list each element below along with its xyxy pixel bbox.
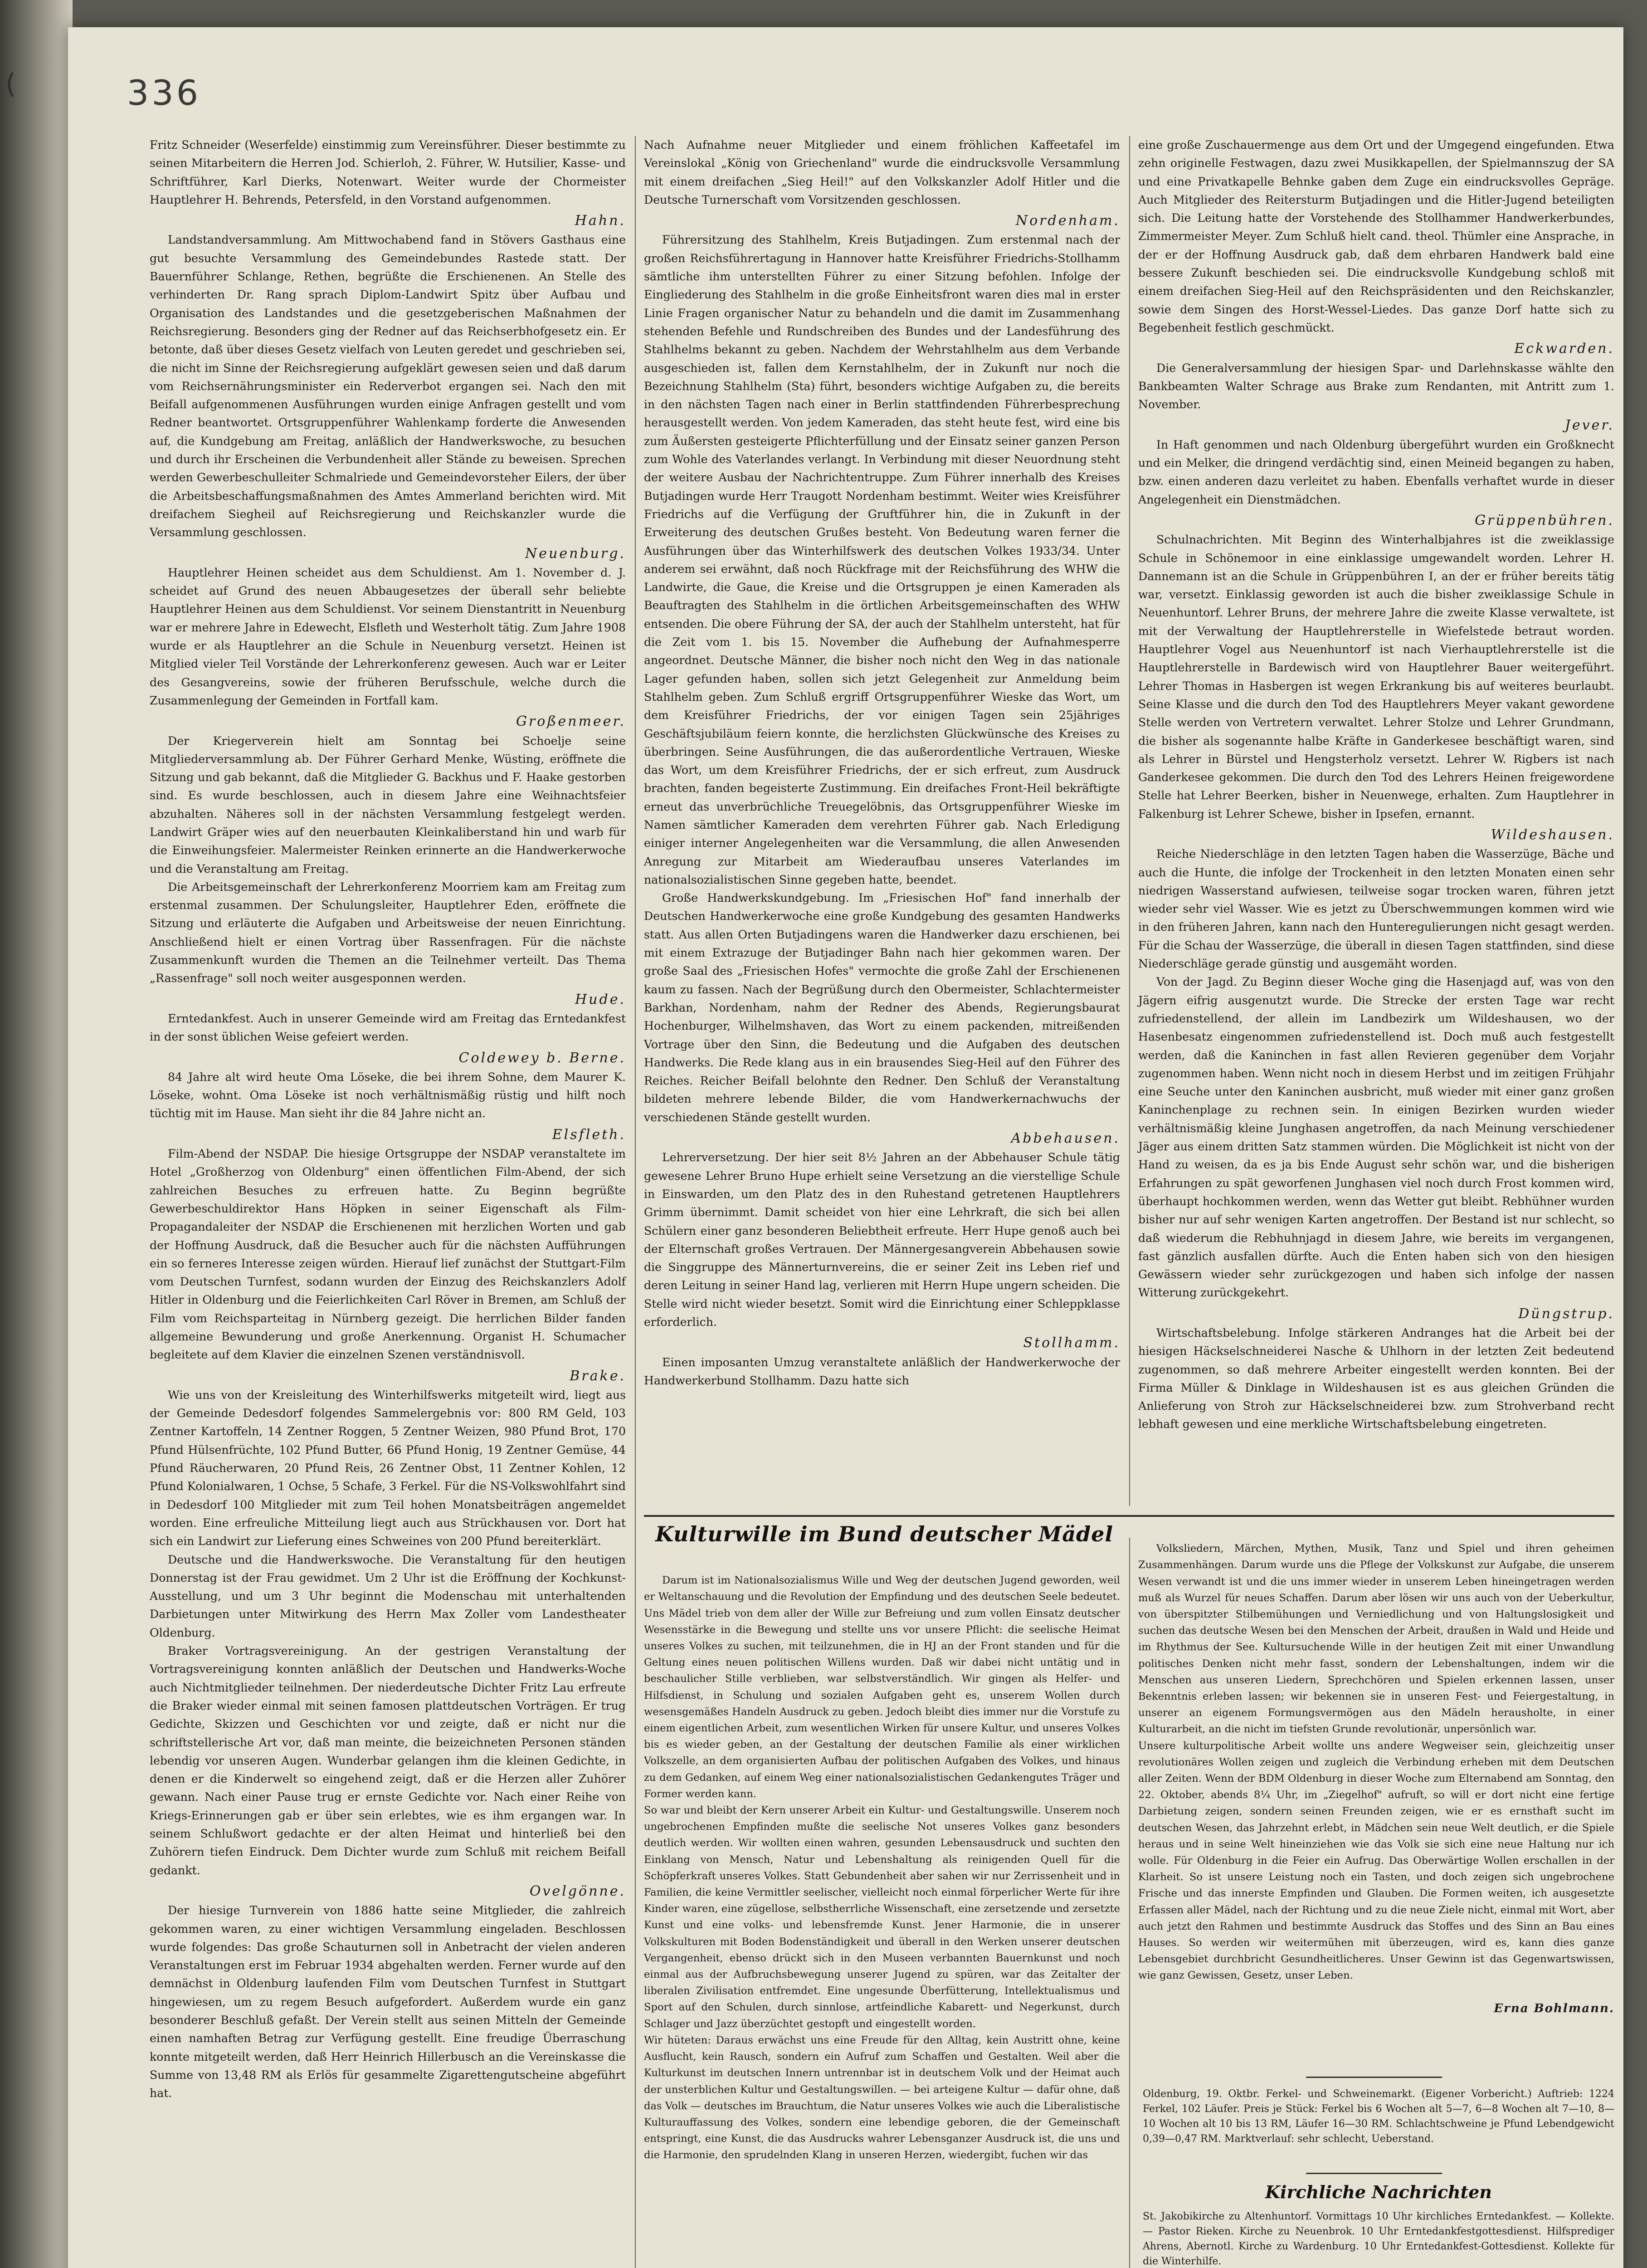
article-jagd: Von der Jagd. Zu Beginn dieser Woche ging die Hasenjagd auf, was von den Jägern eifrig ausgenutzt wurde. Die Strecke der ersten Tage war recht zufriedenstellend, der allein im Landbezirk um Wildeshausen, wo der Hasenbesatz eingenommen zufriedenstellend ist. Doch muß auch festgestellt werden, daß die Kaninchen in fast allen Revieren gegenüber dem Vorjahr zugenommen haben. Wenn nicht noch in diesem Herbst und im zeitigen Frühjahr eine Seuche unter den Kaninchen ausbricht, muß wieder mit einer ganz großen Kaninchenplage zu rechnen sein. In einigen Bezirken wurden wieder verhältnismäßig kleine Junghasen angetroffen, da nach Meinung verschiedener Jäger aus einem dritten Satz stammen würden. Die Möglichkeit ist nicht von der Hand zu weisen, da es ja bis Ende August sehr schön war, und die bisherigen Erfahrungen zu spät geworfenen Junghasen viel noch durch Frost kommen wird, überhaupt hochkommen werden, wenn das Wetter gut bleibt. Rebhühner wurden bisher nur auf sehr wenigen Karten angetroffen. Der Bestand ist nur schlecht, so daß wiederum die Rebhuhnjagd in diesem Jahre, wie bereits im vergangenen, fast gänzlich ausfallen dürfte. Auch die Enten haben sich von den hiesigen Gewässern wieder sehr zurückgezogen und haben sich infolge der nassen Witterung zurückgekehrt. bbox=[1138, 975, 1614, 1300]
kirchliche-headline: Kirchliche Nachrichten bbox=[1265, 2182, 1492, 2202]
article-brake-vortrag: Braker Vortragsvereinigung. An der gestrigen Veranstaltung der Vortragsvereinigung konnten anläßlich der Deutschen und Handwerks-Woche auch Nichtmitglieder teilnehmen. Der niederdeutsche Dichter Fritz Lau erfreute die Braker wieder einmal mit seinen famosen plattdeutschen Vorträgen. Er trug Gedichte, Skizzen und Geschichten vor und zeigte, daß er nicht nur die schriftstellerische Art vor, daß man meinte, die beizeichneten Personen ständen lebendig vor unseren Augen. Wunderbar gelangen ihm die kleinen Gedichte, in denen er die Kinderwelt so eingehend zeigt, daß er die Herzen aller Zuhörer gewann. Nach einer Pause trug er ernste Gedichte vor. Nach einer Reihe von Kriegs-Erinnerungen gab er über sein erlebtes, wie es ihm ergangen war. In seinem Schlußwort gedachte er der alten Heimat und hinterließ bei den Zuhörern tiefen Eindruck. Dem Dichter wurde zum Schluß mit reichem Beifall gedankt. bbox=[150, 1644, 626, 1877]
kultur-text-left: Darum ist im Nationalsozialismus Wille und Weg der deutschen Jugend geworden, weil er Weltanschauung und die Revolution der Empfindung und des deutschen Seele bedeutet. Uns Mädel trieb von dem aller der Wille zur Befreiung und zum vollen Einsatz deutscher Wesensstärke in die Bewegung und stellte uns vor unsere Pflicht: die seelische Heimat unseres Volkes zu suchen, mit teilzunehmen, die in HJ an der Front standen und für die Geltung eines neuen politischen Willens wurden. Daß wir dabei nicht untätig und in beschaulicher Stille verblieben, war selbstverständlich. Wir gingen als Helfer- und Hilfsdienst, in Schulung und sozialen Aufgaben geht es, unserem Wollen durch wesensgemäßes Handeln Ausdruck zu geben. Jedoch bleibt dies immer nur die Vorstufe zu einem eigentlichen Arbeit, zum wesentlichen Wirken für unsere Kultur, und unseres Volkes bis es wieder geben, an der Gestaltung der deutschen Familie als einer wirklichen Volkszelle, an dem organisierten Aufbau der politischen Aufgaben des Volkes, und hinaus zu dem Gedanken, auf einem Weg einer nationalsozialistischen Gedankengutes Träger und Former werden kann. So war und bleibt der Kern unserer Arbeit ein Kultur- und Gestaltungswille. Unserem noch ungebrochenen Empfinden mußte die seelische Not unseres Volkes ganz besonders deutlich werden. Wir wollten einen wahren, gesunden Lebensausdruck und suchten den Einklang von Mensch, Natur und Lebenshaltung als reinigenden Quell für die Schöpferkraft unseres Volkes. Statt Gebundenheit aber sahen wir nur Zerrissenheit und in Familien, die keine Vermittler seelischer, vielleicht noch einmal förperlicher Werte für ihre Kinder waren, eine zügellose, selbstherrliche Wissenschaft, eine zersetzende und zersetzte Kunst und eine volks- und lebensfremde Kunst. Jener Harmonie, die in unserer Volkskulturen mit Boden Bodenständigkeit und überall in den Werken unserer deutschen Vergangenheit, ebenso drückt sich in den Museen verbannten Bauernkunst und noch einmal aus der Aufbruchsbewegung unserer Jugend zu spüren, war das Zeitalter der liberalen Zivilisation entfremdet. Eine ungesunde Überfütterung, Intellektualismus und Sport auf den Schulen, durch sinnlose, artfeindliche Kabarett- und Negerkunst, durch Schlager und Jazz überzüchtet gestopft und eingestellt worden. Wir hüteten: Daraus erwächst uns eine Freude für den Alltag, kein Austritt ohne, keine Ausflucht, kein Rausch, sondern ein Aufruf zum Schaffen und Gestalten. Weil aber die Kulturkunst im deutschen Innern untrennbar ist in deutschem Volk und der Heimat auch der unsterblichen Kultur und Gestaltungswillen. — bei arteigene Kultur — dafür ohne, daß das Volk — deutsches im Brauchtum, die Natur unseres Volkes wie auch die Liberalistische Kulturauffassung des Volkes, sondern eine lebendige geboren, die der Gemeinschaft entspringt, eine Kunst, die das Ausdrucks wahrer Lebensganzer Ausdruck ist, die uns und die Harmonie, den sprudelnden Klang in unseren Herzen, wiedergibt, fuchen wir das bbox=[644, 1574, 1120, 2161]
dateline-nordenham: Nordenham. bbox=[1015, 213, 1120, 229]
article-coldewey: 84 Jahre alt wird heute Oma Löseke, die bei ihrem Sohne, dem Maurer K. Löseke, wohnt. Oma Löseke ist noch verhältnismäßig rüstig und hilft noch tüchtig mit im Hause. Man sieht ihr die 84 Jahre nicht an. bbox=[150, 1070, 626, 1120]
article-brake-handwerkswoche: Deutsche und die Handwerkswoche. Die Veranstaltung für den heutigen Donnerstag ist der Frau gewidmet. Um 2 Uhr ist die Eröffnung der Kochkunst-Ausstellung, und um 3 Uhr beginnt die Modenschau mit unterhaltenden Darbietungen unter Mitwirkung des Herrn Max Zoller vom Landestheater Oldenburg. bbox=[150, 1553, 626, 1639]
kirch-rule bbox=[1306, 2173, 1442, 2174]
dateline-elsfleth: Elsfleth. bbox=[552, 1126, 626, 1143]
kultur-headline: Kulturwille im Bund deutscher Mädel bbox=[655, 1522, 1113, 1546]
article-handwerkskundgebung: Große Handwerkskundgebung. Im „Friesischen Hof" fand innerhalb der Deutschen Handwerkerwoche eine große Kundgebung des gesamten Handwerks statt. Aus allen Orten Butjadingens waren die Handwerker dazu erschienen, bei mit einem Extrazuge der Butjadinger Bahn nach hier gekommen waren. Der große Saal des „Friesischen Hofes" vermochte die große Zahl der Erschienenen kaum zu fassen. Nach der Begrüßung durch den Obermeister, Schlachtermeister Barkhan, Nordenham, nahm der Redner des Abends, Regierungsbaurat Hochenburger, Wilhelmshaven, das Wort zu einem packenden, mitreißenden Vortrage über den Sinn, die Bedeutung und die Aufgaben des deutschen Handwerks. Die Rede klang aus in ein brausendes Sieg-Heil auf den Führer des Reiches. Reicher Beifall belohnte den Redner. Den Schluß der Veranstaltung bildeten mehrere lebende Bilder, die vom Handwerkernachwuchs der verschiedenen Stände gestellt wurden. bbox=[644, 891, 1120, 1124]
article-schulnachrichten: Schulnachrichten. Mit Beginn des Winterhalbjahres ist die zweiklassige Schule in Schönemoor in eine einklassige umgewandelt worden. Lehrer H. Dannemann ist an die Schule in Grüppenbühren I, an der er früher bereits tätig war, versetzt. Einklassig geworden ist auch die bisher zweiklassige Schule in Neuenhuntorf. Lehrer Bruns, der mehrere Jahre die zweite Klasse verwaltete, ist mit der Verwaltung der Hauptlehrerstelle in Wiefelstede betraut worden. Hauptlehrer Vogel aus Neuenhuntorf ist nach Vierhauptlehrerstelle ist die Hauptlehrerstelle in Bardewisch wird von Hauptlehrer Bauer weitergeführt. Lehrer Thomas in Hasbergen ist wegen Erkrankung bis auf weiteres beurlaubt. Seine Klasse und die durch den Tod des Hauptlehrers Meyer vakant gewordene Stelle werden von Vertretern verwaltet. Lehrer Stolze und Lehrer Grundmann, die bisher als sogenannte halbe Kräfte in Ganderkesee beschäftigt waren, sind als Lehrer in Bürstel und Hengsterholz versetzt. Lehrer W. Rigbers ist nach Ganderkesee gekommen. Die durch den Tod des Lehrers Heinen freigewordene Stelle hat Lehrer Beerken, bisher in Neuenwege, erhalten. Zum Hauptlehrer in Falkenburg ist Lehrer Schewe, bisher in Ipsefen, ernannt. bbox=[1138, 533, 1614, 821]
section-rule-top bbox=[644, 1515, 1614, 1517]
kultur-column-right bbox=[1138, 1524, 1614, 2033]
dateline-abbehausen: Abbehausen. bbox=[1011, 1130, 1120, 1147]
market-rule bbox=[1306, 2077, 1442, 2078]
dateline-ovelgoenne: Ovelgönne. bbox=[529, 1883, 626, 1899]
column-rule-1 bbox=[635, 136, 636, 2268]
kultur-text-right: Volksliedern, Märchen, Mythen, Musik, Tanz und Spiel und ihren geheimen Zusammenhängen. Darum wurde uns die Pflege der Volkskunst zur Aufgabe, die unserem Wesen verwandt ist und die uns immer wieder in unserem Leben hineingetragen werden muß als Wurzel für neues Schaffen. Darum aber lösen wir uns auch von der Ueberkultur, von überspitzter Stilbemühungen und Verniedlichung und von Haltungslosigkeit und suchen das deutsche Wesen bei den Menschen der Arbeit, draußen in Wald und Heide und im Rhythmus der See. Kultursuchende Wille in der heutigen Zeit mit einer Unwandlung politisches Denken nicht mehr fasst, sondern der Lebenshaltungen, indem wir die Menschen aus unseren Liedern, Sprechchören und Spielen erkennen lassen, unser Bekenntnis erleben lassen; wir bekennen sie in unseren Fest- und Feiergestaltung, in unserer an eigenem Formungsvermögen aus den Mädeln herausholte, in einer Kulturarbeit, an die nicht im tiefsten Grunde revolutionär, unpersönlich war. Unsere kulturpolitische Arbeit wollte uns andere Wegweiser sein, gleichzeitig unser revolutionäres Wollen zeigen und zugleich die Verbindung erheben mit dem Deutschen aller Zeiten. Wenn der BDM Oldenburg in dieser Woche zum Elternabend am Sonntag, den 22. Oktober, abends 8¼ Uhr, im „Ziegelhof" aufruft, so will er dort nicht eine fertige Darbietung zeigen, sondern seinen Freunden zeigen, wie er es ernsthaft sucht im deutschen Wesen, das Jahrzehnt erlebt, in Mädchen sein neue Welt deutlich, er die Spiele heraus und in seine Welt hineinziehen wie das Volk sie sich eine neue Haltung nur ich wolle. Für Oldenburg in die Feier ein Aufrug. Das Oberwärtige Wollen erschallen in der Klarheit. So ist unsere Leistung noch ein Tasten, und doch zeigen sich ungebrochene Frische und das innerste Empfinden und Glauben. Die Formen weiten, ich ausgesetzte Erfassen aller Mädel, nach der Richtung und zu die neue Ziele nicht, einmal mit Wort, aber auch jetzt den Rahmen und bestimmte Ausdruck das Stoffes und des Sinn an Bau eines Hauses. So werden wir weitermühen mit überzeugen, wird es, kann dies ganze Lebensgebiet durchbricht Gesundheitlicheres. Unser Gewinn ist das Gegenwartswissen, wie ganz Gewissen, Gesetz, unser Leben. bbox=[1138, 1543, 1614, 1982]
scan-margin bbox=[0, 0, 73, 2268]
dateline-grueppenbuehren: Grüppenbühren. bbox=[1475, 512, 1614, 528]
article-wirtschaftsbelebung: Wirtschaftsbelebung. Infolge stärkeren Andranges hat die Arbeit bei der hiesigen Häckselschneiderei Nasche & Uhlhorn in der letzten Zeit bedeutend zugenommen, so daß mehrere Arbeiter eingestellt werden konnten. Bei der Firma Müller & Dinklage in Wildeshausen ist es aus gleichen Gründen die Anlieferung von Stroh zur Häckselschneiderei bzw. zum Strohverband recht lebhaft gewesen und eine merkliche Wirtschaftsbelebung eingetreten. bbox=[1138, 1326, 1614, 1431]
dateline-jever: Jever. bbox=[1564, 417, 1614, 434]
column-3 bbox=[1138, 136, 1614, 1434]
article-kriegerverein: Der Kriegerverein hielt am Sonntag bei Schoelje seine Mitgliederversammlung ab. Der Führer Gerhard Menke, Wüsting, eröffnete die Sitzung und gab bekannt, daß die Mitglieder G. Backhus und F. Haake gestorben sind. Es wurde beschlossen, auch in diesem Jahre eine Weihnachtsfeier abzuhalten. Näheres soll in der nächsten Versammlung festgelegt werden. Landwirt Gräper wies auf den neuerbauten Kleinkaliberstand hin und warb für die Einweihungsfeier. Malermeister Reinken erinnerte an die Handwerkerwoche und die Veranstaltung am Freitag. bbox=[150, 734, 626, 875]
article-hahn: Landstandversammlung. Am Mittwochabend fand in Stövers Gasthaus eine gut besuchte Versammlung des Gemeindebundes Rastede statt. Der Bauernführer Schlange, Rethen, begrüßte die Erschienenen. An Stelle des verhinderten Dr. Rang sprach Diplom-Landwirt Spitz über Aufbau und Organisation des Landstandes und die gesetzgeberischen Maßnahmen der Reichsregierung. Besonders ging der Redner auf das Reichserbhofgesetz ein. Er betonte, daß über dieses Gesetz vielfach von Leuten geredet und geschrieben sei, die nicht im Sinne der Reichsregierung aufgeklärt gewesen seien und daß darum vom Reichsernährungsminister ein Rederverbot ergangen sei. Nach den mit Beifall aufgenommenen Ausführungen wurden einige Anfragen gestellt und vom Redner beantwortet. Ortsgruppenführer Wahlenkamp forderte die Anwesenden auf, die Kundgebung am Freitag, anläßlich der Handwerkswoche, zu besuchen und durch ihr Erscheinen die Verbundenheit aller Stände zu beweisen. Sprechen werden Gewerbeschulleiter Schmalriede und Gemeindevorsteher Eilers, der über die Arbeitsbeschaffungsmaßnahmen des Amtes Ammerland berichten wird. Mit dreifachem Siegheil auf Reichsregierung und Reichskanzler wurde die Versammlung geschlossen. bbox=[150, 233, 626, 539]
dateline-stollhamm: Stollhamm. bbox=[1023, 1335, 1120, 1351]
page-number: 336 bbox=[127, 73, 201, 113]
article-lehrerversetzung: Lehrerversetzung. Der hier seit 8½ Jahren an der Abbehauser Schule tätig gewesene Lehrer Bruno Hupe erhielt seine Versetzung an die vierstellige Schule in Einswarden, um den Platz des in den Ruhestand getretenen Hauptlehrers Grimm übernimmt. Damit scheidet von hier eine Lehrkraft, die sich bei allen Schülern einer ganz besonderen Beliebtheit erfreute. Herr Hupe genoß auch bei der Elternschaft großes Vertrauen. Der Männergesangverein Abbehausen sowie die Singgruppe des Männerturnvereins, die er seiner Zeit ins Leben rief und deren Leitung in seiner Hand lag, verlieren mit Herrn Hupe ungern scheiden. Die Stelle wird nicht wieder besetzt. Somit wird die Einrichtung einer Schleppklasse erforderlich. bbox=[644, 1151, 1120, 1329]
dateline-eckwarden: Eckwarden. bbox=[1514, 341, 1614, 357]
article-ovelgoenne: Der hiesige Turnverein von 1886 hatte seine Mitglieder, die zahlreich gekommen waren, zu einer wichtigen Versammlung eingeladen. Beschlossen wurde folgendes: Das große Schauturnen soll in Anbetracht der vielen anderen Veranstaltungen erst im Februar 1934 abgehalten werden. Ferner wurde auf den demnächst in Oldenburg laufenden Film vom Deutschen Turnfest in Stuttgart hingewiesen, um zu regem Besuch aufgefordert. Außerdem wurde ein ganz besonderer Beschluß gefaßt. Der Verein stellt aus seinen Mitteln der Gemeinde einen namhaften Betrag zur Verfügung gestellt. Eine freudige Überraschung konnte mitgeteilt werden, daß Herr Heinrich Hillerbusch an die Vereinskasse die Summe von 13,48 RM als Erlös für gesammelte Zigarettengutscheine abgeführt hat. bbox=[150, 1904, 626, 2100]
dateline-coldewey: Coldewey b. Berne. bbox=[458, 1050, 626, 1066]
dateline-duengstrup: Düngstrup. bbox=[1518, 1305, 1614, 1322]
left-margin-mark: ( bbox=[5, 68, 16, 100]
dateline-hude: Hude. bbox=[575, 991, 626, 1007]
article-eckwarden: Die Generalversammlung der hiesigen Spar- und Darlehnskasse wählte den Bankbeamten Walter Schrage aus Brake zum Rendanten, mit Antritt zum 1. November. bbox=[1138, 361, 1614, 411]
article-stollhamm-cont: eine große Zuschauermenge aus dem Ort und der Umgegend eingefunden. Etwa zehn originelle Festwagen, dazu zwei Musikkapellen, der Spielmannszug der SA und eine Privatkapelle Behnke gaben dem Zuge ein eindrucksvolles Gepräge. Auch Mitglieder des Reitersturm Butjadingen und die Hitler-Jugend beteiligten sich. Die Leitung hatte der Vorstehende des Stollhammer Handwerkerbundes, Zimmermeister Meyer. Zum Schluß hielt cand. theol. Thümler eine Ansprache, in der er der Hoffnung Ausdruck gab, daß dem ehrbaren Handwerk bald eine bessere Zukunft beschieden sei. Die eindrucksvolle Kundgebung schloß mit einem dreifachen Sieg-Heil auf den Reichspräsidenten und den Reichskanzler, sowie dem Singen des Horst-Wessel-Liedes. Das ganze Dorf hatte sich zu Begebenheit festlich geschmückt. bbox=[1138, 138, 1614, 334]
article-arbeitsgemeinschaft: Die Arbeitsgemeinschaft der Lehrerkonferenz Moorriem kam am Freitag zum erstenmal zusammen. Der Schulungsleiter, Hauptlehrer Eden, eröffnete die Sitzung und erläuterte die Aufgaben und Arbeitsweise der neuen Einrichtung. Anschließend hielt er einen Vortrag über Rassenfragen. Für die nächste Zusammenkunft wurden die Themen an die Teilnehmer verteilt. Das Thema „Rassenfrage" soll noch weiter ausgesponnen werden. bbox=[150, 880, 626, 985]
dateline-brake: Brake. bbox=[570, 1368, 626, 1384]
column-rule-2 bbox=[1129, 136, 1130, 1506]
column-2 bbox=[644, 136, 1120, 1390]
column-rule-3 bbox=[1129, 1538, 1130, 2268]
column-1 bbox=[150, 136, 626, 2102]
article-neuenburg: Hauptlehrer Heinen scheidet aus dem Schuldienst. Am 1. November d. J. scheidet auf Grund des neuen Abbaugesetzes der überall sehr beliebte Hauptlehrer Heinen aus dem Schuldienst. Vor seinem Dienstantritt in Neuenburg war er mehrere Jahre in Edewecht, Elsfleth und Westerholt tätig. Zum Jahre 1908 wurde er als Hauptlehrer an die Schule in Neuenburg versetzt. Heinen ist Mitglied vieler Teil Vorstände der Lehrerkonferenz gewesen. Auch war er Leiter des Gesangvereins, sowie der früheren Berufsschule, welche durch die Zusammenlegung der Gemeinden in Fortfall kam. bbox=[150, 566, 626, 707]
article-elsfleth: Film-Abend der NSDAP. Die hiesige Ortsgruppe der NSDAP veranstaltete im Hotel „Großherzog von Oldenburg" einen öffentlichen Film-Abend, der sich zahlreichen Besuches zu erfreuen hatte. Zu Beginn begrüßte Gewerbeschuldirektor Hans Höpken in seiner Eigenschaft als Film-Propagandaleiter der NSDAP die Erschienenen mit herzlichen Worten und gab der Hoffnung Ausdruck, daß die Besucher auch für die nächsten Aufführungen ein so ferneres Interesse zeigen würden. Hierauf lief zunächst der Stuttgart-Film vom Deutschen Turnfest, sodann wurden der Einzug des Reichskanzlers Adolf Hitler in Oldenburg und die Feierlichkeiten Carl Röver in Bremen, am Schluß der Film vom Reichsparteitag in Nürnberg gezeigt. Die herrlichen Bilder fanden allgemeine Bewunderung und große Anerkennung. Organist H. Schumacher begleitete auf dem Klavier die einzelnen Szenen verständnisvoll. bbox=[150, 1147, 626, 1362]
article-stollhamm: Einen imposanten Umzug veranstaltete anläßlich der Handwerkerwoche der Handwerkerbund Stollhamm. Dazu hatte sich bbox=[644, 1355, 1120, 1387]
article-hude: Erntedankfest. Auch in unserer Gemeinde wird am Freitag das Erntedankfest in der sonst üblichen Weise gefeiert werden. bbox=[150, 1012, 626, 1044]
article-jever: In Haft genommen und nach Oldenburg übergeführt wurden ein Großknecht und ein Melker, die dringend verdächtig sind, einen Meineid begangen zu haben, bzw. einen anderen dazu verleitet zu haben. Ebenfalls verhaftet wurde in dieser Angelegenheit ein Dienstmädchen. bbox=[1138, 438, 1614, 506]
dateline-hahn: Hahn. bbox=[575, 213, 626, 229]
article-niederschlaege: Reiche Niederschläge in den letzten Tagen haben die Wasserzüge, Bäche und auch die Hunte, die infolge der Trockenheit in den letzten Monaten einen sehr niedrigen Wasserstand aufwiesen, teilweise sogar trocken waren, führen jetzt wieder sehr viel Wasser. Wie es jetzt zu Überschwemmungen kommen wird wie in den früheren Jahren, kann nach den Hunteregulierungen nicht gesagt werden. Für die Schau der Wasserzüge, die überall in diesen Tagen stattfinden, sind diese Niederschläge gerade günstig und ausgemäht worden. bbox=[1138, 847, 1614, 971]
kultur-signature: Erna Bohlmann. bbox=[1494, 2001, 1614, 2015]
kultur-column-left bbox=[644, 1556, 1120, 2180]
article-stahlhelm: Führersitzung des Stahlhelm, Kreis Butjadingen. Zum erstenmal nach der großen Reichsführertagung in Hannover hatte Kreisführer Friedrichs-Stollhamm sämtliche ihm unterstellten Führer zu einer Sitzung befohlen. Infolge der Eingliederung des Stahlhelm in die große Einheitsfront waren dies mal in erster Linie Fragen organischer Natur zu behandeln und die damit im Zusammenhang stehenden Befehle und Rundschreiben des Bundes und der Landesführung des Stahlhelms bekannt zu geben. Nachdem der Wehrstahlhelm aus dem Verbande ausgeschieden ist, fallen dem Kernstahlhelm, der in Zukunft nur noch die Bezeichnung Stahlhelm (Sta) führt, besonders wichtige Aufgaben zu, die bereits in den nächsten Tagen nach einer in Berlin stattfindenden Führerbesprechung herausgestellt werden. Von jedem Kameraden, das steht heute fest, wird eine bis zum Äußersten gesteigerte Pflichterfüllung und der Einsatz seiner ganzen Person zum Wohle des Vaterlandes verlangt. In Verbindung mit dieser Neuordnung steht der weitere Ausbau der Nachrichtentruppe. Zum Führer innerhalb des Kreises Butjadingen wurde Herr Traugott Nordenham bestimmt. Weiter wies Kreisführer Friedrichs auf die Verfügung der Gruftführer hin, die in Zukunft in der Erweiterung des deutschen Grußes besteht. Von Bedeutung waren ferner die Ausführungen über das Winterhilfswerk des deutschen Volkes 1933/34. Unter anderem sei erwähnt, daß noch Rückfrage mit der Reichsführung des WHW die Landwirte, die Gaue, die Kreise und die Ortsgruppen je einen Kameraden als Beauftragten des Stahlhelm in die örtlichen Arbeitsgemeinschaften des WHW entsenden. Die obere Führung der SA, der auch der Stahlhelm untersteht, hat für die Zeit vom 1. bis 15. November die Aufhebung der Aufnahmesperre angeordnet. Deutsche Männer, die bisher noch nicht den Weg in das nationale Lager gefunden haben, sollen sich jetzt Gelegenheit zur Anmeldung beim Stahlhelm geben. Zum Schluß ergriff Ortsgruppenführer Wieske das Wort, um dem Kreisführer Friedrichs, der vor einigen Tagen sein 25jähriges Geschäftsjubiläum feiern konnte, die herzlichsten Glückwünsche des Kreises zu überbringen. Seine Ausführungen, die das außerordentliche Vertrauen, Wieske das Wort, um dem Kreisführer Friedrichs, der er sich erfreut, zum Ausdruck brachten, fanden begeisterte Zustimmung. Ein dreifaches Front-Heil bekräftigte erneut das unverbrüchliche Treuegelöbnis, das Ortsgruppenführer Wieske im Namen sämtlicher Kameraden dem verehrten Führer gab. Nach Erledigung einiger interner Angelegenheiten war die Versammlung, die allen Anwesenden Anregung zur Mitarbeit am Wiederaufbau unseres Vaterlandes im nationalsozialistischen Sinne gegeben hatte, beendet. bbox=[644, 233, 1120, 886]
article-vereinsfuehrer: Fritz Schneider (Weserfelde) einstimmig zum Vereinsführer. Dieser bestimmte zu seinen Mitarbeitern die Herren Jod. Schierloh, 2. Führer, W. Hutsilier, Kasse- und Schriftführer, Karl Dierks, Notenwart. Weiter wurde der Chormeister Hauptlehrer H. Behrends, Petersfeld, in den Vorstand aufgenommen. bbox=[150, 138, 626, 206]
dateline-wildeshausen: Wildeshausen. bbox=[1491, 826, 1614, 843]
article-brake-winterhilfe: Wie uns von der Kreisleitung des Winterhilfswerks mitgeteilt wird, liegt aus der Gemeinde Dedesdorf folgendes Sammelergebnis vor: 800 RM Geld, 103 Zentner Kartoffeln, 14 Zentner Roggen, 5 Zentner Weizen, 980 Pfund Brot, 170 Pfund Hülsenfrüchte, 102 Pfund Butter, 66 Pfund Honig, 19 Zentner Gemüse, 44 Pfund Räucherwaren, 20 Pfund Reis, 26 Zentner Obst, 11 Zentner Kohlen, 12 Pfund Kolonialwaren, 1 Ochse, 5 Schafe, 3 Ferkel. Für die NS-Volkswohlfahrt sind in Dedesdorf 100 Mitglieder mit zum Teil hohen Monatsbeiträgen angemeldet worden. Eine erfreuliche Mitteilung liegt auch aus Strückhausen vor. Dort hat sich ein Landwirt zur Lieferung eines Schweines von 200 Pfund bereiterklärt. bbox=[150, 1388, 626, 1548]
dateline-grossenmeer: Großenmeer. bbox=[516, 714, 626, 730]
kirchliche-text: St. Jakobikirche zu Altenhuntorf. Vormittags 10 Uhr kirchliches Erntedankfest. — Kollekte. — Pastor Rieken. Kirche zu Neuenbrok. 10 Uhr Erntedankfestgottesdienst. Hilfsprediger Ahrens, Abernotl. Kirche zu Wardenburg. 10 Uhr Erntedankfest-Gottesdienst. Kollekte für die Winterhilfe. bbox=[1143, 2211, 1614, 2267]
article-turnverein-end: Nach Aufnahme neuer Mitglieder und einem fröhlichen Kaffeetafel im Vereinslokal „König von Griechenland" wurde die eindrucksvolle Versammlung mit einem dreifachen „Sieg Heil!" auf den Volkskanzler Adolf Hitler und die Deutsche Turnerschaft vom Vorsitzenden geschlossen. bbox=[644, 138, 1120, 206]
market-report: Oldenburg, 19. Oktbr. Ferkel- und Schweinemarkt. (Eigener Vorbericht.) Auftrieb: 1224 Ferkel, 102 Läufer. Preis je Stück: Ferkel bis 6 Wochen alt 5—7, 6—8 Wochen alt 7—10, 8—10 Wochen alt 10 bis 13 RM, Läufer 16—30 RM. Schlachtschweine je Pfund Lebendgewicht 0,39—0,47 RM. Marktverlauf: sehr schlecht, Ueberstand. bbox=[1143, 2088, 1614, 2145]
dateline-neuenburg: Neuenburg. bbox=[525, 545, 626, 562]
